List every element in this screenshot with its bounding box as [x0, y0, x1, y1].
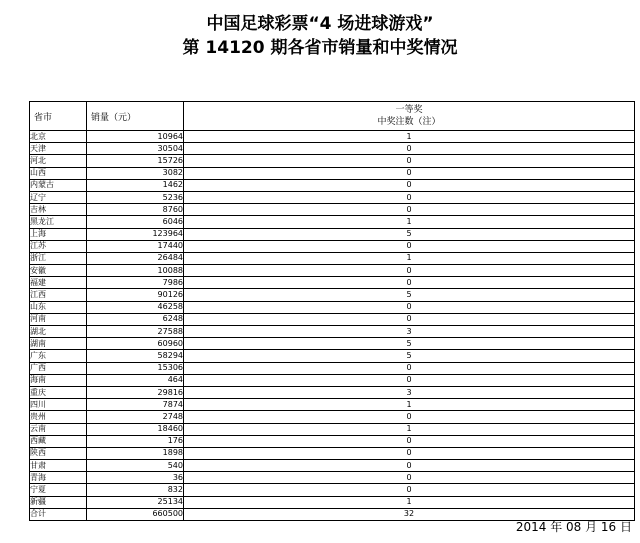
cell-sales: 36 — [87, 472, 184, 484]
cell-province: 西藏 — [30, 435, 87, 447]
table-row — [30, 386, 635, 398]
cell-winners: 1 — [184, 399, 635, 411]
cell-sales: 7874 — [87, 399, 184, 411]
cell-winners: 0 — [184, 167, 635, 179]
cell-sales: 60960 — [87, 338, 184, 350]
cell-winners: 0 — [184, 484, 635, 496]
cell-sales: 90126 — [87, 289, 184, 301]
cell-sales: 27588 — [87, 326, 184, 338]
total-sales: 660500 — [87, 508, 184, 520]
cell-province: 广西 — [30, 362, 87, 374]
cell-sales: 58294 — [87, 350, 184, 362]
header-province: 省市 — [30, 102, 87, 131]
cell-winners: 1 — [184, 496, 635, 508]
table-body — [30, 131, 635, 521]
cell-sales: 7986 — [87, 277, 184, 289]
cell-province: 北京 — [30, 131, 87, 143]
cell-province: 海南 — [30, 374, 87, 386]
cell-winners: 0 — [184, 301, 635, 313]
cell-province: 浙江 — [30, 252, 87, 264]
header-first-prize — [184, 102, 635, 131]
cell-province: 四川 — [30, 399, 87, 411]
cell-sales: 1462 — [87, 179, 184, 191]
cell-winners: 0 — [184, 179, 635, 191]
cell-province: 湖北 — [30, 326, 87, 338]
cell-province: 天津 — [30, 143, 87, 155]
table-row — [30, 143, 635, 155]
cell-sales: 8760 — [87, 204, 184, 216]
cell-winners: 0 — [184, 277, 635, 289]
cell-winners: 0 — [184, 265, 635, 277]
cell-province: 贵州 — [30, 411, 87, 423]
report-date: 2014 年 08 月 16 日 — [515, 520, 632, 534]
cell-sales: 15306 — [87, 362, 184, 374]
table-row — [30, 472, 635, 484]
cell-sales: 6248 — [87, 313, 184, 325]
cell-sales: 3082 — [87, 167, 184, 179]
table-row — [30, 460, 635, 472]
document-title: 中国足球彩票“4 场进球游戏” — [206, 14, 434, 34]
header-sales: 销量（元） — [87, 102, 184, 131]
cell-province: 上海 — [30, 228, 87, 240]
cell-sales: 123964 — [87, 228, 184, 240]
cell-winners: 0 — [184, 155, 635, 167]
cell-sales: 540 — [87, 460, 184, 472]
cell-sales: 10964 — [87, 131, 184, 143]
total-winners: 32 — [184, 508, 635, 520]
cell-province: 福建 — [30, 277, 87, 289]
cell-winners: 3 — [184, 326, 635, 338]
table-row — [30, 277, 635, 289]
table-row — [30, 435, 635, 447]
cell-sales: 29816 — [87, 386, 184, 398]
table-row — [30, 204, 635, 216]
cell-sales: 176 — [87, 435, 184, 447]
cell-province: 甘肃 — [30, 460, 87, 472]
cell-province: 江西 — [30, 289, 87, 301]
cell-sales: 30504 — [87, 143, 184, 155]
table-row — [30, 167, 635, 179]
total-row — [30, 508, 635, 520]
header-winners-label: 中奖注数（注） — [377, 117, 441, 127]
cell-winners: 0 — [184, 411, 635, 423]
table-row — [30, 179, 635, 191]
cell-winners: 0 — [184, 204, 635, 216]
cell-sales: 25134 — [87, 496, 184, 508]
cell-sales: 17440 — [87, 240, 184, 252]
table-row — [30, 301, 635, 313]
cell-province: 内蒙古 — [30, 179, 87, 191]
table-row — [30, 399, 635, 411]
cell-winners: 0 — [184, 362, 635, 374]
table-row — [30, 240, 635, 252]
cell-sales: 832 — [87, 484, 184, 496]
cell-province: 黑龙江 — [30, 216, 87, 228]
cell-sales: 46258 — [87, 301, 184, 313]
cell-sales: 15726 — [87, 155, 184, 167]
cell-province: 河北 — [30, 155, 87, 167]
cell-province: 广东 — [30, 350, 87, 362]
total-label: 合计 — [30, 508, 87, 520]
table-row — [30, 131, 635, 143]
cell-winners: 3 — [184, 386, 635, 398]
cell-winners: 0 — [184, 435, 635, 447]
cell-sales: 5236 — [87, 191, 184, 203]
cell-winners: 0 — [184, 313, 635, 325]
cell-winners: 5 — [184, 228, 635, 240]
cell-winners: 0 — [184, 143, 635, 155]
cell-winners: 0 — [184, 240, 635, 252]
cell-winners: 0 — [184, 472, 635, 484]
cell-winners: 0 — [184, 460, 635, 472]
cell-province: 河南 — [30, 313, 87, 325]
cell-winners: 0 — [184, 191, 635, 203]
table-row — [30, 350, 635, 362]
cell-sales: 18460 — [87, 423, 184, 435]
cell-winners: 1 — [184, 131, 635, 143]
table-row — [30, 338, 635, 350]
table-row — [30, 228, 635, 240]
document-subtitle: 第 14120 期各省市销量和中奖情况 — [182, 38, 458, 58]
table-row — [30, 289, 635, 301]
table-row — [30, 265, 635, 277]
cell-sales: 2748 — [87, 411, 184, 423]
table-row — [30, 484, 635, 496]
cell-winners: 1 — [184, 423, 635, 435]
cell-province: 山东 — [30, 301, 87, 313]
table-row — [30, 423, 635, 435]
table-row — [30, 252, 635, 264]
table-row — [30, 155, 635, 167]
cell-province: 吉林 — [30, 204, 87, 216]
cell-province: 青海 — [30, 472, 87, 484]
cell-winners: 5 — [184, 289, 635, 301]
table-row — [30, 374, 635, 386]
cell-province: 重庆 — [30, 386, 87, 398]
cell-province: 江苏 — [30, 240, 87, 252]
table-row — [30, 191, 635, 203]
table-row — [30, 447, 635, 459]
cell-province: 云南 — [30, 423, 87, 435]
cell-winners: 1 — [184, 252, 635, 264]
cell-sales: 26484 — [87, 252, 184, 264]
cell-sales: 464 — [87, 374, 184, 386]
table-row — [30, 362, 635, 374]
header-first-prize-label: 一等奖 — [395, 105, 423, 115]
table-row — [30, 411, 635, 423]
cell-winners: 0 — [184, 374, 635, 386]
cell-sales: 6046 — [87, 216, 184, 228]
table-header-row — [30, 102, 635, 131]
cell-province: 山西 — [30, 167, 87, 179]
cell-sales: 10088 — [87, 265, 184, 277]
cell-province: 安徽 — [30, 265, 87, 277]
cell-sales: 1898 — [87, 447, 184, 459]
cell-winners: 1 — [184, 216, 635, 228]
cell-winners: 5 — [184, 350, 635, 362]
table-row — [30, 313, 635, 325]
table-row — [30, 216, 635, 228]
sales-prize-table — [29, 101, 635, 521]
cell-province: 新疆 — [30, 496, 87, 508]
cell-province: 辽宁 — [30, 191, 87, 203]
cell-province: 宁夏 — [30, 484, 87, 496]
cell-province: 湖南 — [30, 338, 87, 350]
cell-winners: 0 — [184, 447, 635, 459]
table-row — [30, 326, 635, 338]
cell-province: 陕西 — [30, 447, 87, 459]
table-row — [30, 496, 635, 508]
cell-winners: 5 — [184, 338, 635, 350]
